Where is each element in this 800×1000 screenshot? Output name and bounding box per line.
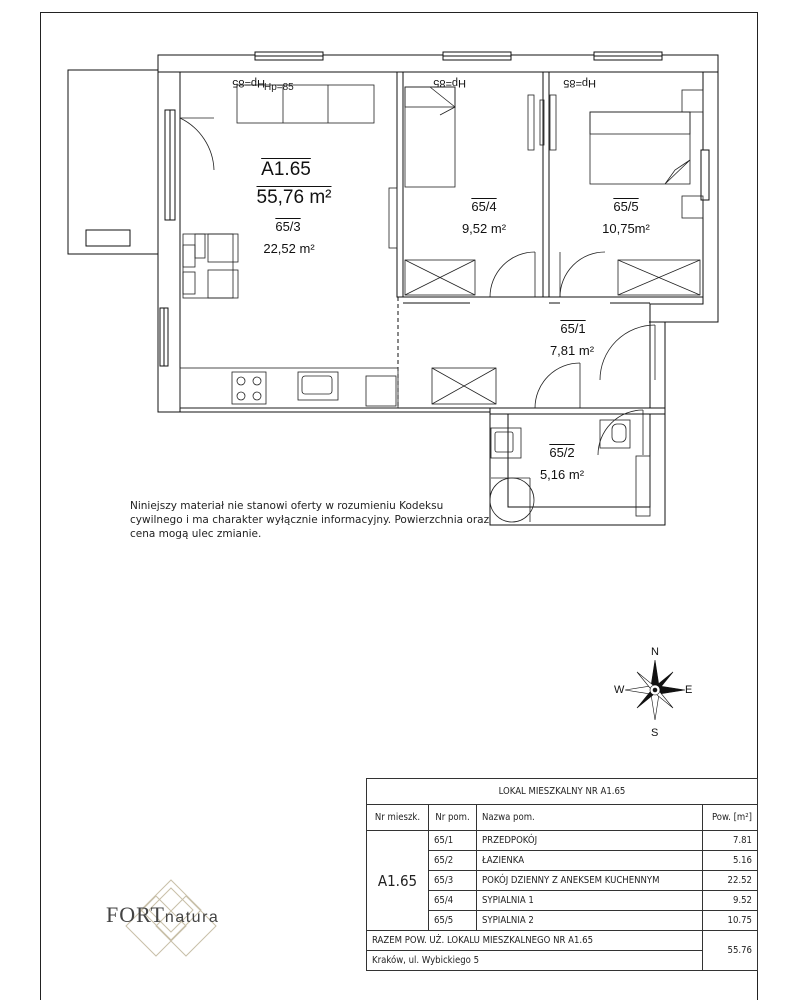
balcony bbox=[68, 70, 158, 254]
logo-part1: FORT bbox=[106, 902, 165, 927]
window-label-1: Hp=85 bbox=[264, 82, 294, 93]
room-65-5-number: 65/5 bbox=[613, 199, 639, 214]
sofa bbox=[237, 85, 374, 123]
table-row bbox=[367, 831, 758, 851]
compass-s: S bbox=[651, 727, 659, 739]
row-room-name: SYPIALNIA 1 bbox=[477, 891, 703, 911]
total-label: RAZEM POW. UŻ. LOKALU MIESZKALNEGO NR A1.65 bbox=[367, 931, 703, 951]
apartment-code: A1.65 bbox=[261, 159, 311, 180]
outer-wall-outline bbox=[158, 55, 718, 525]
disclaimer-note: Niniejszy materiał nie stanowi oferty w rozumieniu Kodeksu cywilnego i ma charakter wyłącznie informacyjny. Powierzchnia oraz cena mogą ulec zmianie. bbox=[130, 500, 490, 540]
compass-w: W bbox=[614, 684, 625, 696]
room-65-4-area: 9,52 m² bbox=[461, 221, 507, 236]
total-value: 55.76 bbox=[703, 931, 758, 971]
wall-livingroom-bedroom1 bbox=[397, 72, 403, 297]
window-height-label-3: Hp=85 bbox=[563, 77, 596, 89]
room-65-2-number: 65/2 bbox=[549, 445, 575, 460]
row-room-area: 5.16 bbox=[703, 851, 758, 871]
bed-bedroom2 bbox=[590, 112, 690, 184]
fortnatura-logo-text bbox=[106, 902, 219, 928]
room-schedule-table bbox=[366, 778, 758, 971]
room-65-5-area: 10,75m² bbox=[602, 221, 650, 236]
room-65-1-number: 65/1 bbox=[560, 321, 586, 336]
row-room-name: PRZEDPOKÓJ bbox=[477, 831, 703, 851]
balcony-table bbox=[86, 230, 130, 246]
header-unit-no: Nr mieszk. bbox=[367, 805, 429, 831]
compass-n: N bbox=[651, 646, 659, 658]
window-height-label-2: Hp=85 bbox=[433, 77, 466, 89]
header-room-no: Nr pom. bbox=[429, 805, 477, 831]
row-room-name: SYPIALNIA 2 bbox=[477, 911, 703, 931]
logo-part2: natura bbox=[164, 909, 220, 926]
header-area: Pow. [m²] bbox=[703, 805, 758, 831]
row-room-area: 7.81 bbox=[703, 831, 758, 851]
row-room-area: 22.52 bbox=[703, 871, 758, 891]
apartment-total-area: 55,76 m² bbox=[256, 187, 332, 208]
row-room-no: 65/5 bbox=[429, 911, 477, 931]
row-room-area: 10.75 bbox=[703, 911, 758, 931]
window-height-label-1: Hp=85 bbox=[232, 77, 265, 89]
room-65-4-number: 65/4 bbox=[471, 199, 497, 214]
room-65-2-area: 5,16 m² bbox=[539, 467, 585, 482]
row-room-no: 65/4 bbox=[429, 891, 477, 911]
wall-bathroom-top bbox=[490, 408, 665, 414]
cooktop bbox=[232, 372, 266, 404]
header-room-name: Nazwa pom. bbox=[477, 805, 703, 831]
room-65-1-area: 7,81 m² bbox=[549, 343, 595, 358]
bathroom-shower bbox=[490, 478, 534, 522]
row-room-name: POKÓJ DZIENNY Z ANEKSEM KUCHENNYM bbox=[477, 871, 703, 891]
table-title: LOKAL MIESZKALNY NR A1.65 bbox=[367, 779, 758, 805]
row-room-name: ŁAZIENKA bbox=[477, 851, 703, 871]
unit-code-cell: A1.65 bbox=[367, 831, 429, 931]
room-65-3-number: 65/3 bbox=[275, 219, 301, 234]
row-room-no: 65/3 bbox=[429, 871, 477, 891]
room-65-3-area: 22,52 m² bbox=[263, 241, 315, 256]
bed-bedroom1 bbox=[405, 87, 455, 187]
row-room-no: 65/2 bbox=[429, 851, 477, 871]
row-room-no: 65/1 bbox=[429, 831, 477, 851]
row-room-area: 9.52 bbox=[703, 891, 758, 911]
compass-e: E bbox=[685, 684, 693, 696]
address: Kraków, ul. Wybickiego 5 bbox=[367, 951, 703, 971]
kitchen-counter bbox=[180, 368, 398, 408]
